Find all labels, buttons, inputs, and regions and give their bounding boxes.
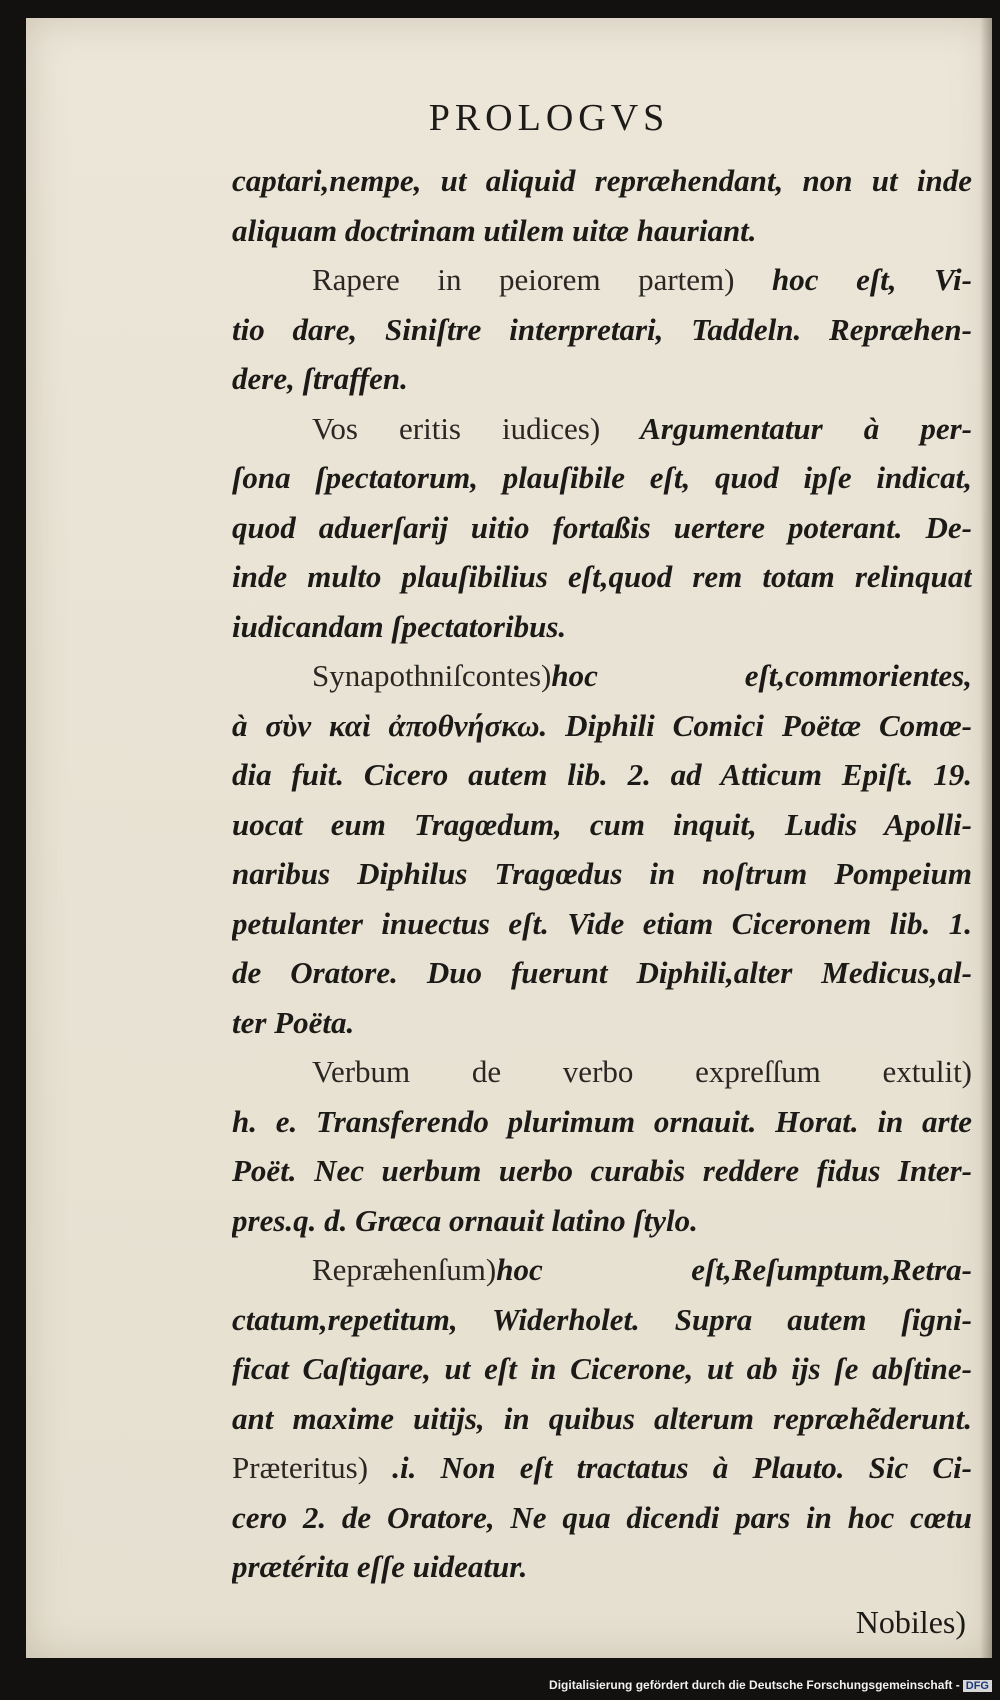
- gloss: quod aduerſarij uitio fortaßis uertere poterant. De-: [232, 509, 972, 545]
- gloss: .i. Non eſt tractatus à Plauto. Sic Ci-: [368, 1450, 972, 1485]
- text-line: [232, 1394, 972, 1444]
- lemma: Synapothniſcontes): [312, 658, 552, 693]
- text-line: [232, 602, 972, 652]
- text-line: [232, 998, 972, 1048]
- text-line: [232, 1295, 972, 1345]
- text-line: [232, 503, 972, 553]
- gloss: h. e. Transferendo plurimum ornauit. Horat. in arte: [232, 1103, 972, 1139]
- text-line: [232, 552, 972, 602]
- catchword: Nobiles): [855, 1603, 966, 1640]
- gloss: iudicandam ſpectatoribus.: [232, 608, 567, 644]
- text-line: [232, 651, 972, 701]
- gloss: Argumentatur à per-: [600, 410, 972, 446]
- book-page: [26, 18, 992, 1658]
- running-header: PROLOGVS: [428, 97, 670, 139]
- gloss: pres.q. d. Græca ornauit latino ſtylo.: [232, 1202, 698, 1238]
- gloss: hoc eſt, Vi-: [734, 262, 972, 297]
- gloss: inde multo plauſibilius eſt,quod rem totam relinquat: [232, 559, 972, 594]
- commentary-text: [232, 156, 972, 1647]
- gloss: ant maxime uitijs, in quibus alterum repræhẽderunt.: [232, 1400, 972, 1436]
- gloss: petulanter inuectus eſt. Vide etiam Ciceronem lib. 1.: [232, 905, 972, 941]
- gloss: ſona ſpectatorum, plauſibile eſt, quod ipſe indicat,: [232, 460, 972, 495]
- text-line: [232, 305, 972, 355]
- gloss: captari,nempe, ut aliquid repræhendant, non ut inde: [232, 163, 972, 198]
- text-line: [232, 206, 972, 256]
- text-line: [232, 1047, 972, 1097]
- text-line: [232, 453, 972, 503]
- lemma: Præteritus): [232, 1450, 369, 1485]
- text-line: [232, 1493, 972, 1543]
- text-line: [232, 849, 972, 899]
- gloss: prætérita eſſe uideatur.: [232, 1549, 528, 1584]
- lemma: Verbum de verbo expreſſum extulit): [312, 1054, 972, 1089]
- gloss: à σὺν καὶ ἀποθνήσκω. Diphili Comici Poëtæ Comœ-: [232, 707, 972, 743]
- text-line: [232, 156, 972, 206]
- text-line: [232, 354, 972, 404]
- text-line: [232, 1196, 972, 1246]
- gloss: ter Poëta.: [232, 1004, 355, 1040]
- gloss: uocat eum Tragœdum, cum inquit, Ludis Apolli-: [232, 806, 972, 842]
- gloss: naribus Diphilus Tragœdus in noſtrum Pompeium: [232, 856, 972, 891]
- text-line: [232, 899, 972, 949]
- lemma: Vos eritis iudices): [312, 410, 601, 446]
- text-line: [232, 701, 972, 751]
- digitization-credit: [549, 1678, 992, 1692]
- text-line: [232, 1344, 972, 1394]
- gloss: de Oratore. Duo fuerunt Diphili,alter Medicus,al-: [232, 955, 972, 990]
- lemma: Rapere in peiorem partem): [312, 262, 735, 297]
- text-line: [232, 948, 972, 998]
- text-line: [232, 1245, 972, 1295]
- text-line: [232, 800, 972, 850]
- gloss: ctatum,repetitum, Widerholet. Supra autem ſigni-: [232, 1301, 972, 1337]
- gloss: dere, ſtraffen.: [232, 361, 408, 396]
- gloss: ficat Caſtigare, ut eſt in Cicerone, ut ab ijs ſe abſtine-: [232, 1351, 972, 1386]
- gloss: hoc eſt,Reſumptum,Retra-: [496, 1252, 972, 1287]
- text-line: [232, 1146, 972, 1196]
- dfg-logo: DFG: [963, 1680, 992, 1692]
- text-line: [232, 1443, 972, 1493]
- gloss: cero 2. de Oratore, Ne qua dicendi pars in hoc cœtu: [232, 1499, 972, 1535]
- text-line: [232, 1542, 972, 1592]
- gloss: tio dare, Siniſtre interpretari, Taddeln. Repræhen-: [232, 311, 972, 347]
- gloss: dia fuit. Cicero autem lib. 2. ad Atticum Epiſt. 19.: [232, 757, 972, 792]
- text-line: [232, 750, 972, 800]
- gloss: aliquam doctrinam utilem uitæ hauriant.: [232, 212, 757, 248]
- text-line: [232, 1097, 972, 1147]
- gloss: Poët. Nec uerbum uerbo curabis reddere fidus Inter-: [232, 1153, 972, 1188]
- text-line: [232, 404, 972, 454]
- text-line: [232, 255, 972, 305]
- gloss: hoc eſt,commorientes,: [551, 658, 972, 693]
- lemma: Repræhenſum): [312, 1252, 497, 1287]
- credit-text: Digitalisierung gefördert durch die Deutsche Forschungsgemeinschaft -: [549, 1678, 960, 1692]
